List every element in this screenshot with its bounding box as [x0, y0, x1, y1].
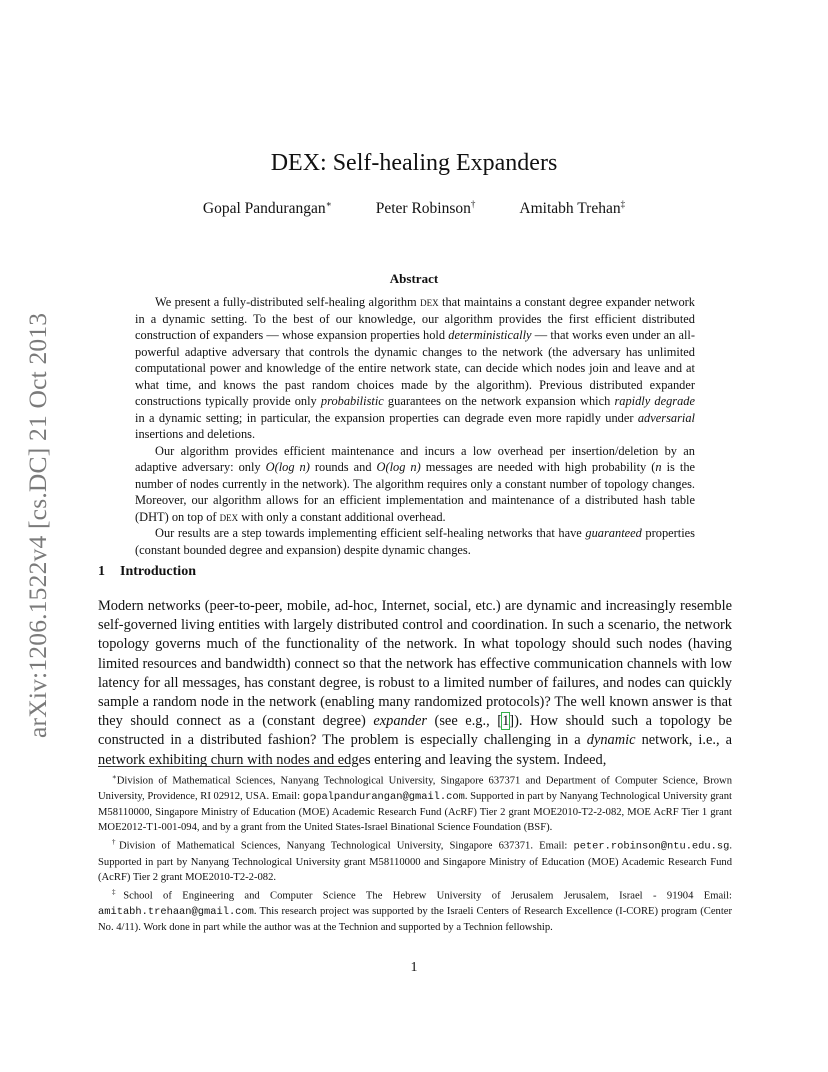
footnotes [98, 770, 732, 936]
abstract-body [135, 294, 695, 558]
paper-title: DEX: Self-healing Expanders [270, 150, 558, 176]
page-number: 1 [410, 960, 418, 975]
intro-paragraph: Modern networks (peer-to-peer, mobile, ad-hoc, Internet, social, etc.) are dynamic and increasingly resemble self-governed living entities with largely distributed control and coordination. In such a scenario, the network topology governs much of the functionality of the network. In what topology should such nodes (having limited resources and bandwidth) connect so that the network has effective communication channels with low latency for all messages, has constant degree, is robust to a limited number of failures, and nodes can quickly sample a random node in the network (enabling many randomized protocols)? The well known answer is that they should connect as a (constant degree) expander (see e.g., [1]). How should such a topology be constructed in a distributed fashion? The problem is especially challenging in a dynamic network, i.e., a network exhibiting churn with nodes and edges entering and leaving the system. Indeed, [98, 598, 732, 768]
footnote: ∗Division of Mathematical Sciences, Nanyang Technological University, Singapore 637371 and Department of Computer Science, Brown University, Providence, RI 02912, USA. Email: gopalpandurangan@gmail.com. Supported in part by Nanyang Technological University grant M58110000, Singapore Ministry of Education (MOE) Academic Research Fund (AcRF) Tier 2 grant MOE2010-T2-2-082, MOE AcRF Tier 1 grant MOE2012-T1-001-094, and by a grant from the United States-Israel Binational Science Foundation (BSF). [98, 773, 732, 834]
section-heading: 1 Introduction [98, 564, 196, 579]
citation-link[interactable]: 1 [502, 713, 510, 730]
email-link[interactable]: gopalpandurangan@gmail.com [302, 790, 465, 803]
email-link[interactable]: amitabh.trehaan@gmail.com [98, 906, 254, 919]
author: Peter Robinson† [375, 199, 476, 218]
introduction-body [98, 597, 732, 770]
email-link[interactable]: peter.robinson@ntu.edu.sg [573, 840, 730, 853]
footnote-divider [98, 766, 350, 767]
footnote: †Division of Mathematical Sciences, Nanyang Technological University, Singapore 637371. Email: peter.robinson@ntu.edu.sg. Supported in part by Nanyang Technological University grant M58110000 and Singapore Ministry of Education (MOE) Academic Research Fund (AcRF) Tier 2 grant MOE2010-T2-2-082. [98, 838, 732, 884]
author: Amitabh Trehan‡ [519, 199, 626, 218]
abstract-paragraph: Our algorithm provides efficient maintenance and incurs a low overhead per insertion/deletion by an adaptive adversary: only O(log n) rounds and O(log n) messages are needed with high probability (n is the number of nodes currently in the network). The algorithm requires only a constant number of topology changes. Moreover, our algorithm allows for an efficient implementation and maintenance of a distributed hash table (DHT) on top of dex with only a constant additional overhead. [135, 443, 696, 524]
arxiv-side-stamp: arXiv:1206.1522v4 [cs.DC] 21 Oct 2013 [23, 312, 52, 738]
author: Gopal Pandurangan∗ [202, 199, 332, 218]
abstract-paragraph: Our results are a step towards implementing efficient self-healing networks that have guaranteed properties (constant bounded degree and expansion) despite dynamic changes. [135, 526, 695, 557]
author-list [0, 199, 828, 218]
footnote: ‡School of Engineering and Computer Science The Hebrew University of Jerusalem Jerusalem, Israel - 91904 Email: amitabh.trehaan@gmail.com. This research project was supported by the Israeli Centers of Research Excellence (I-CORE) program (Center No. 4/11). Work done in part while the author was at the Technion and supported by a Technion fellowship. [98, 888, 732, 934]
abstract-heading: Abstract [389, 271, 439, 286]
abstract-paragraph: We present a fully-distributed self-healing algorithm dex that maintains a constant degree expander network in a dynamic setting. To the best of our knowledge, our algorithm provides the first efficient distributed construction of expanders — whose expansion properties hold deterministically — that works even under an all-powerful adaptive adversary that controls the dynamic changes to the network (the adversary has unlimited computational power and knowledge of the entire network state, can decide which nodes join and leave and at what time, and knows the past random choices made by the algorithm). Previous distributed expander constructions typically provide only probabilistic guarantees on the network expansion which rapidly degrade in a dynamic setting; in particular, the expansion properties can degrade even more rapidly under adversarial insertions and deletions. [135, 295, 696, 441]
